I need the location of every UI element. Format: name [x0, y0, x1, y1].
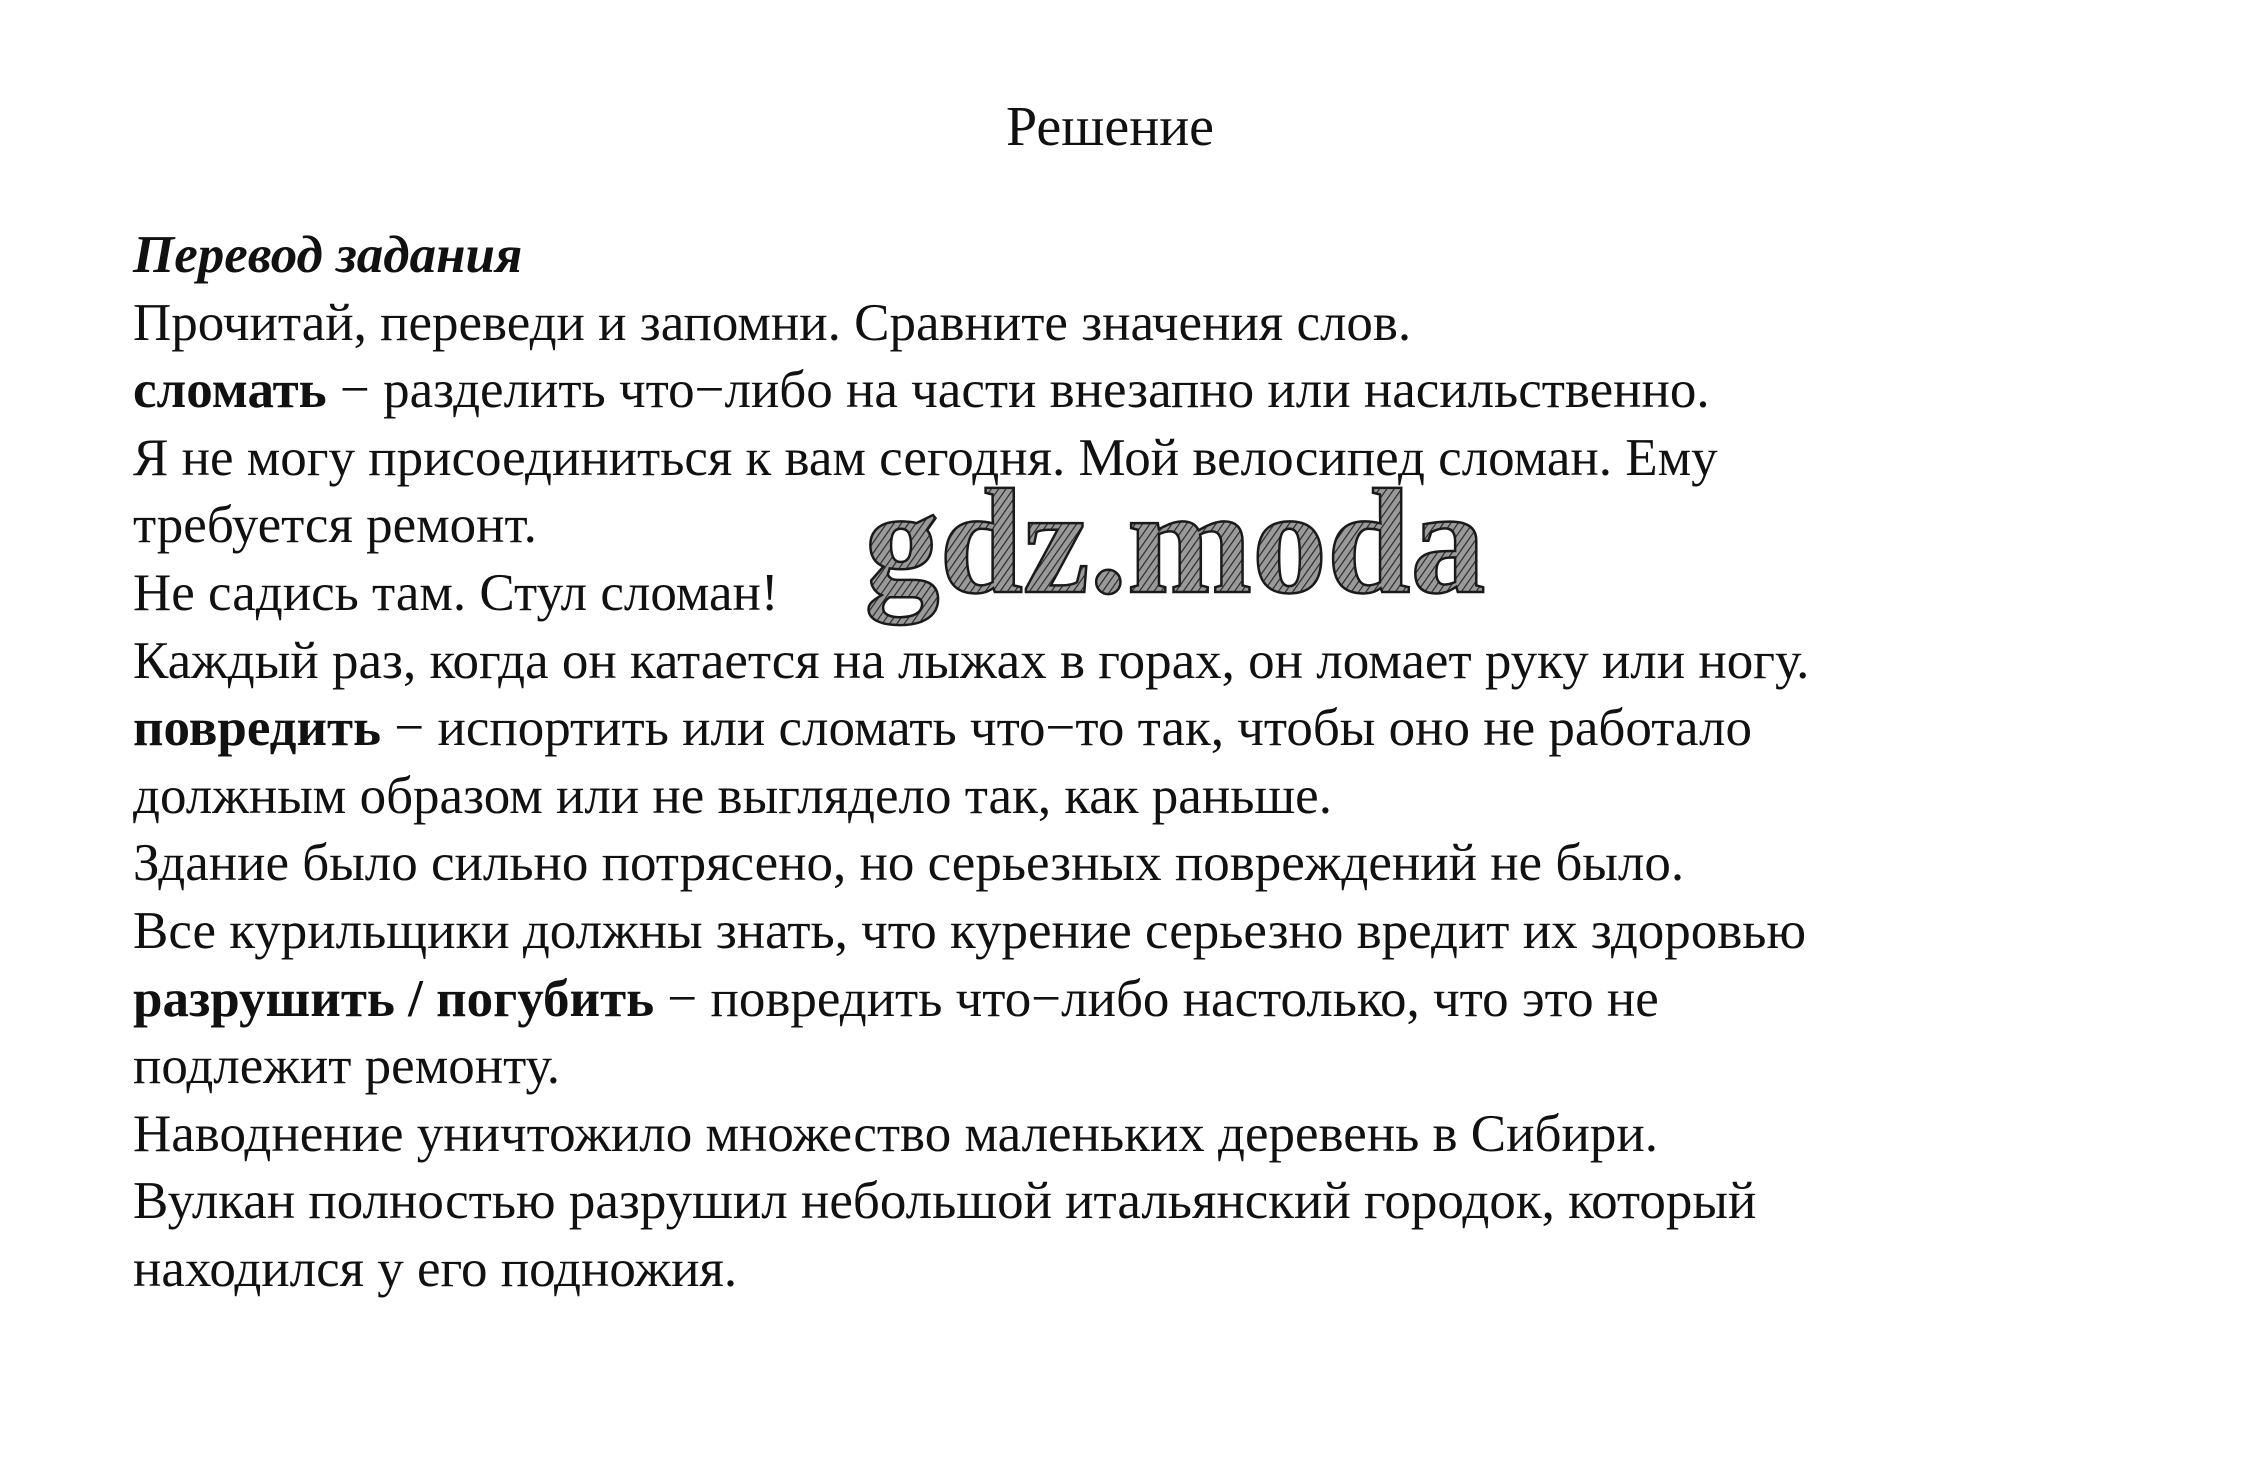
example-line: Я не могу присоединиться к вам сегодня. Мой велосипед сломан. Ему: [133, 428, 1718, 487]
definition-continuation: подлежит ремонту.: [133, 1037, 561, 1096]
example-line: Здание было сильно потрясено, но серьезных повреждений не было.: [133, 834, 1685, 893]
section-title: Перевод задания: [133, 226, 523, 284]
watermark-text: gdz.moda: [864, 470, 1486, 625]
term-word: повредить: [133, 699, 382, 758]
page-title: Решение: [1005, 96, 1215, 158]
instruction-line: Прочитай, переведи и запомни. Сравните значения слов.: [133, 293, 1412, 352]
term-definition: − разделить что−либо на части внезапно или насильственно.: [326, 361, 1710, 420]
example-line: Не садись там. Стул сломан!: [133, 563, 779, 622]
definition-line: [133, 357, 2133, 425]
term-definition: − повредить что−либо настолько, что это не: [654, 969, 1659, 1028]
document-body: [133, 222, 2133, 1304]
term-word: разрушить / погубить: [133, 969, 655, 1028]
example-line: находился у его подножия.: [133, 1239, 738, 1298]
term-definition: − испортить или сломать что−то так, чтобы оно не работало: [381, 699, 1752, 758]
definition-line: [133, 966, 2133, 1034]
definition-line: [133, 695, 2133, 763]
example-line: Наводнение уничтожило множество маленьких деревень в Сибири.: [133, 1104, 1658, 1163]
example-line: требуется ремонт.: [133, 496, 537, 555]
definition-continuation: должным образом или не выглядело так, как раньше.: [133, 766, 1332, 825]
term-word: сломать: [133, 361, 327, 420]
example-line: Каждый раз, когда он катается на лыжах в горах, он ломает руку или ногу.: [133, 631, 1810, 690]
example-line: Вулкан полностью разрушил небольшой итальянский городок, который: [133, 1172, 1757, 1231]
example-line: Все курильщики должны знать, что курение серьезно вредит их здоровью: [133, 901, 1807, 960]
